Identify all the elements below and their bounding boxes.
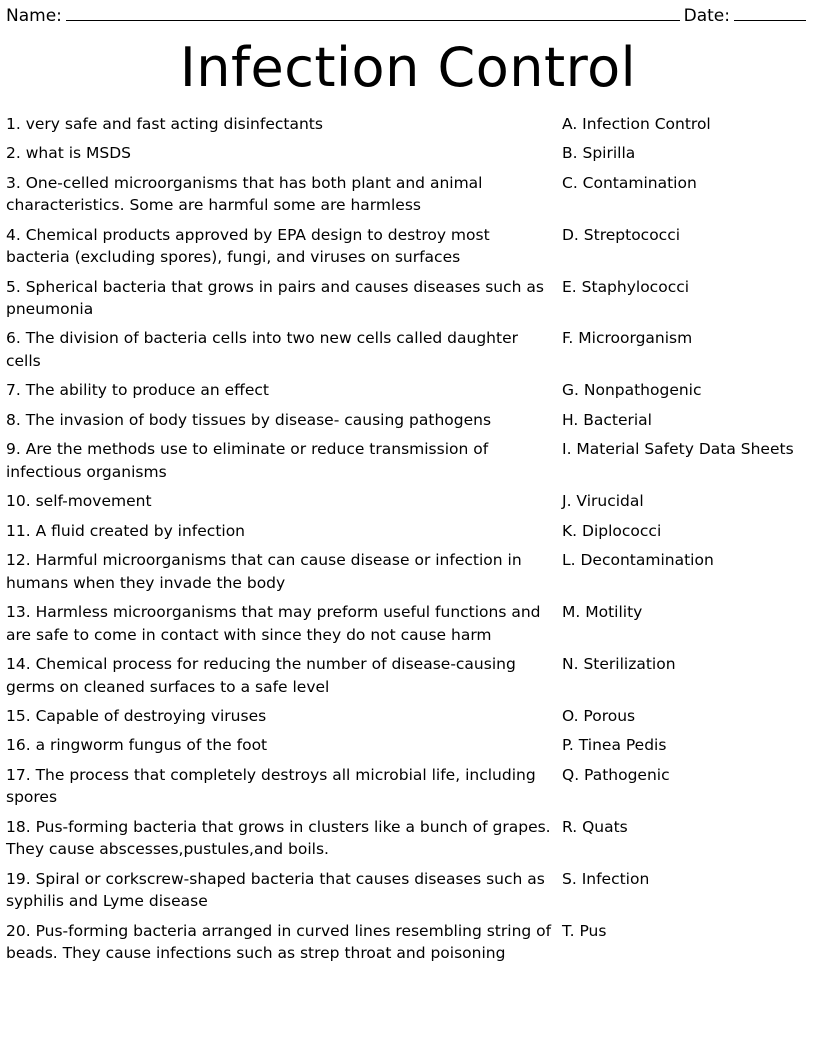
answer-choice: T. Pus bbox=[562, 921, 607, 940]
matching-row bbox=[6, 113, 810, 135]
name-label: Name: bbox=[6, 6, 62, 26]
answer-choice: M. Motility bbox=[562, 603, 643, 622]
answer-choice: R. Quats bbox=[562, 817, 628, 836]
name-input-line[interactable] bbox=[66, 7, 680, 21]
date-input-line[interactable] bbox=[734, 7, 806, 21]
matching-row bbox=[6, 409, 810, 431]
answer-choice: L. Decontamination bbox=[562, 551, 714, 570]
question-text: 10. self-movement bbox=[6, 492, 152, 511]
question-text: 4. Chemical products approved by EPA design to destroy most bacteria (excluding spores), fungi, and viruses on surfaces bbox=[6, 225, 490, 267]
matching-row bbox=[6, 653, 810, 698]
question-text: 17. The process that completely destroys all microbial life, including spores bbox=[6, 765, 536, 807]
answer-choice: A. Infection Control bbox=[562, 114, 711, 133]
answer-choice: F. Microorganism bbox=[562, 329, 693, 348]
question-text: 16. a ringworm fungus of the foot bbox=[6, 736, 268, 755]
question-text: 9. Are the methods use to eliminate or reduce transmission of infectious organisms bbox=[6, 440, 489, 481]
matching-row bbox=[6, 172, 810, 217]
matching-row bbox=[6, 142, 810, 164]
answer-choice: B. Spirilla bbox=[562, 144, 636, 163]
question-text: 12. Harmful microorganisms that can cause disease or infection in humans when they invade the body bbox=[6, 551, 522, 592]
question-text: 7. The ability to produce an effect bbox=[6, 381, 269, 400]
question-text: 18. Pus-forming bacteria that grows in clusters like a bunch of grapes. They cause abscesses,pustules,and boils. bbox=[6, 817, 551, 859]
answer-choice: J. Virucidal bbox=[562, 492, 644, 511]
question-text: 3. One-celled microorganisms that has both plant and animal characteristics. Some are harmful some are harmless bbox=[6, 173, 483, 215]
matching-row bbox=[6, 868, 810, 913]
answer-choice: D. Streptococci bbox=[562, 225, 681, 244]
matching-row bbox=[6, 327, 810, 372]
question-text: 6. The division of bacteria cells into two new cells called daughter cells bbox=[6, 329, 518, 370]
worksheet-header bbox=[6, 4, 810, 26]
page-title: Infection Control bbox=[179, 36, 637, 99]
answer-choice: Q. Pathogenic bbox=[562, 765, 670, 784]
answer-choice: K. Diplococci bbox=[562, 521, 662, 540]
answer-choice: G. Nonpathogenic bbox=[562, 381, 702, 400]
matching-row bbox=[6, 601, 810, 646]
matching-row bbox=[6, 490, 810, 512]
question-text: 20. Pus-forming bacteria arranged in curved lines resembling string of beads. They cause infections such as strep throat and poisoning bbox=[6, 921, 552, 963]
answer-choice: E. Staphylococci bbox=[562, 277, 690, 296]
question-text: 5. Spherical bacteria that grows in pairs and causes diseases such as pneumonia bbox=[6, 277, 544, 318]
question-text: 1. very safe and fast acting disinfectants bbox=[6, 114, 323, 133]
question-text: 2. what is MSDS bbox=[6, 144, 132, 163]
answer-choice: N. Sterilization bbox=[562, 655, 676, 674]
question-text: 11. A fluid created by infection bbox=[6, 521, 246, 540]
answer-choice: I. Material Safety Data Sheets bbox=[562, 440, 794, 459]
matching-row bbox=[6, 920, 810, 965]
answer-choice: S. Infection bbox=[562, 869, 650, 888]
matching-row bbox=[6, 379, 810, 401]
matching-row bbox=[6, 734, 810, 756]
matching-row bbox=[6, 549, 810, 594]
answer-choice: H. Bacterial bbox=[562, 410, 652, 429]
question-text: 8. The invasion of body tissues by disease- causing pathogens bbox=[6, 410, 492, 429]
matching-row bbox=[6, 705, 810, 727]
answer-choice: C. Contamination bbox=[562, 173, 697, 192]
date-label: Date: bbox=[683, 6, 730, 26]
matching-row bbox=[6, 224, 810, 269]
question-text: 13. Harmless microorganisms that may preform useful functions and are safe to come in contact with since they do not cause harm bbox=[6, 603, 541, 644]
question-text: 15. Capable of destroying viruses bbox=[6, 707, 267, 725]
matching-list bbox=[6, 113, 810, 965]
matching-row bbox=[6, 276, 810, 321]
question-text: 19. Spiral or corkscrew-shaped bacteria that causes diseases such as syphilis and Lyme disease bbox=[6, 869, 545, 911]
question-text: 14. Chemical process for reducing the number of disease-causing germs on cleaned surfaces to a safe level bbox=[6, 655, 516, 696]
answer-choice: O. Porous bbox=[562, 707, 636, 725]
matching-row bbox=[6, 520, 810, 542]
matching-row bbox=[6, 764, 810, 809]
matching-row bbox=[6, 816, 810, 861]
answer-choice: P. Tinea Pedis bbox=[562, 736, 667, 755]
matching-row bbox=[6, 438, 810, 483]
